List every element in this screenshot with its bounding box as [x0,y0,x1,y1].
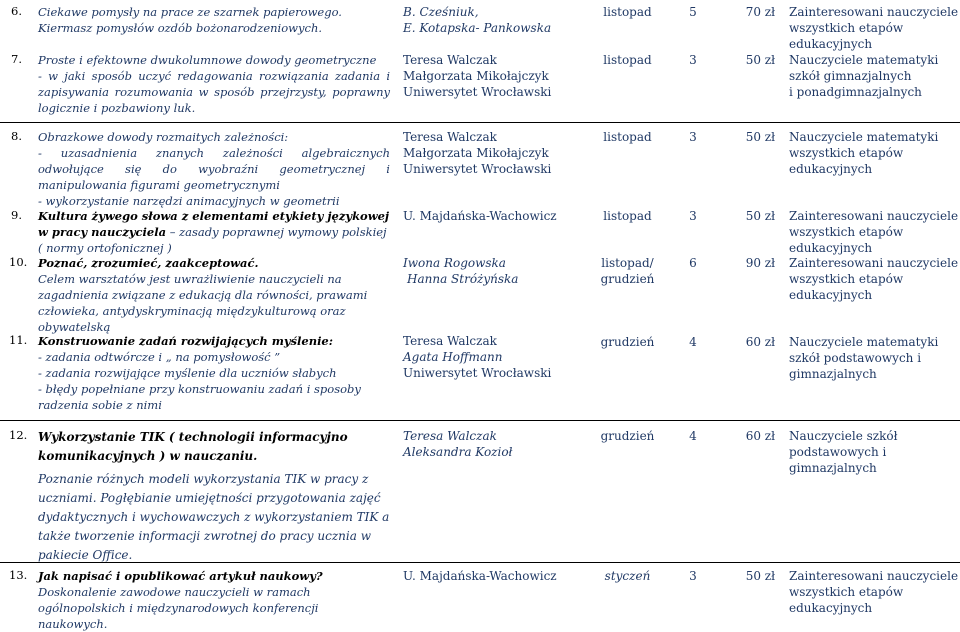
row-number: 9. [11,208,22,222]
course-title: Ciekawe pomysły na prace ze szarnek papierowego. [38,5,342,19]
target-line: edukacyjnych [789,601,873,615]
course-authors [403,52,588,100]
target-line: edukacyjnych [789,241,873,255]
row-divider [0,562,960,563]
row-number: 13. [9,568,28,582]
course-description [38,255,390,335]
author: Małgorzata Mikołajczyk [403,146,549,160]
author: Uniwersytet Wrocławski [403,162,552,176]
author: Uniwersytet Wrocławski [403,85,552,99]
author: Teresa Walczak [403,334,497,348]
course-title: Poznać, zrozumieć, zaakceptować. [38,256,259,270]
author: Teresa Walczak [403,429,497,443]
month-text: grudzień [600,272,655,286]
course-target [789,52,959,100]
target-line: Nauczyciele matematyki [789,53,939,67]
row-divider [0,420,960,421]
course-description [38,333,390,413]
course-description [38,4,390,36]
target-line: i ponadgimnazjalnych [789,85,922,99]
author: Małgorzata Mikołajczyk [403,69,549,83]
course-month [585,334,670,350]
course-price: 70 zł [745,5,775,19]
course-detail: - w jaki sposób uczyć redagowania rozwiązania zadania i zapisywania rozumowania w sposób przejrzysty, poprawny logicznie i pozbawiony luk. [38,69,390,115]
author: Aleksandra Kozioł [403,445,513,459]
table-row [0,255,960,334]
month-text: listopad [603,5,652,19]
target-line: edukacyjnych [789,288,873,302]
row-number: 6. [11,4,22,18]
course-description [38,129,390,209]
course-month [585,4,670,20]
course-month [585,568,670,584]
target-line: szkół gimnazjalnych [789,69,912,83]
course-authors [403,129,588,177]
author: E. Kotapska- Pankowska [403,21,552,35]
course-description [38,568,390,632]
course-title: Kultura żywego słowa z elementami etykiety językowej w pracy nauczyciela [38,209,390,239]
course-authors [403,568,588,584]
course-authors [403,4,588,36]
course-detail: Kiermasz pomysłów ozdób bożonarodzeniowych. [38,21,323,35]
course-title: Proste i efektowne dwukolumnowe dowody geometryczne [38,53,377,67]
month-text: listopad [603,209,652,223]
month-text: listopad [603,130,652,144]
target-line: wszystkich etapów [789,21,904,35]
course-month [585,255,670,287]
author: U. Majdańska-Wachowicz [403,209,557,223]
author: U. Majdańska-Wachowicz [403,569,557,583]
table-row [0,333,960,413]
course-month [585,428,670,444]
target-line: Nauczyciele szkół [789,429,898,443]
course-authors [403,208,588,224]
target-line: Zainteresowani nauczyciele [789,256,959,270]
course-hours: 3 [689,130,697,144]
course-detail: – zasady poprawnej wymowy polskiej ( normy ortofonicznej ) [38,225,387,255]
author: Teresa Walczak [403,53,497,67]
course-month [585,52,670,68]
author: Iwona Rogowska [403,256,506,270]
course-price: 90 zł [745,256,775,270]
target-line: Nauczyciele matematyki [789,130,939,144]
author: Hanna Stróżyńska [407,272,519,286]
course-title: Jak napisać i opublikować artykuł naukowy? [38,569,323,583]
table-row [0,568,960,631]
course-hours: 3 [689,569,697,583]
row-divider [0,122,960,123]
course-title: Wykorzystanie TIK ( technologii informacyjno komunikacyjnych ) w nauczaniu. [38,430,348,463]
course-detail: - wykorzystanie narzędzi animacyjnych w geometrii [38,194,340,208]
month-text: styczeń [604,569,651,583]
month-text: listopad/ [601,256,654,270]
target-line: wszystkich etapów [789,225,904,239]
row-number: 8. [11,129,22,143]
author: Uniwersytet Wrocławski [403,366,552,380]
course-hours: 3 [689,209,697,223]
row-number: 12. [9,428,28,442]
table-row [0,4,960,51]
target-line: Zainteresowani nauczyciele [789,209,959,223]
course-price: 50 zł [745,130,775,144]
table-row [0,129,960,209]
course-target [789,568,959,616]
month-text: listopad [603,53,652,67]
course-authors [403,333,588,381]
row-number: 10. [9,255,28,269]
course-price: 50 zł [745,53,775,67]
course-detail: - zadania rozwijające myślenie dla uczniów słabych [38,366,337,380]
course-detail: - uzasadnienia znanych zależności algebraicznych odwołujące się do wyobraźni geometrycznej i manipulowania figurami geometrycznymi [38,146,390,192]
course-target [789,334,959,382]
target-line: Zainteresowani nauczyciele [789,569,959,583]
month-text: grudzień [600,335,655,349]
course-authors [403,428,588,460]
target-line: wszystkich etapów [789,585,904,599]
target-line: gimnazjalnych [789,461,877,475]
month-text: grudzień [600,429,655,443]
course-target [789,255,959,303]
course-target [789,4,959,52]
course-detail: Doskonalenie zawodowe nauczycieli w ramach ogólnopolskich i międzynarodowych konferencji naukowych. [38,585,319,631]
course-description [38,52,390,116]
course-hours: 3 [689,53,697,67]
course-description [38,428,390,565]
target-line: wszystkich etapów [789,146,904,160]
course-month [585,208,670,224]
course-price: 50 zł [745,209,775,223]
course-title: Obrazkowe dowody rozmaitych zależności: [38,130,289,144]
course-detail: Celem warsztatów jest uwrażliwienie nauczycieli na zagadnienia związane z edukacją dla równości, prawami człowieka, antydyskryminacją międzykulturową oraz obywatelską [38,272,368,334]
course-detail: - błędy popełniane przy konstruowaniu zadań i sposoby radzenia sobie z nimi [38,382,361,412]
target-line: Zainteresowani nauczyciele [789,5,959,19]
table-row [0,52,960,116]
author: Agata Hoffmann [403,350,503,364]
target-line: podstawowych i [789,445,887,459]
target-line: edukacyjnych [789,162,873,176]
course-hours: 4 [689,429,697,443]
table-row [0,208,960,256]
course-hours: 4 [689,335,697,349]
course-target [789,208,959,256]
course-month [585,129,670,145]
course-price: 50 zł [745,569,775,583]
course-authors [403,255,588,287]
target-line: gimnazjalnych [789,367,877,381]
course-price: 60 zł [745,335,775,349]
author: Teresa Walczak [403,130,497,144]
course-hours: 5 [689,5,697,19]
target-line: edukacyjnych [789,37,873,51]
course-title: Konstruowanie zadań rozwijających myślenie: [38,334,333,348]
row-number: 11. [9,333,28,347]
table-row [0,428,960,562]
row-number: 7. [11,52,22,66]
course-detail: Poznanie różnych modeli wykorzystania TIK w pracy z uczniami. Pogłębianie umiejętności przygotowania zajęć dydaktycznych i wychowawczych z wykorzystaniem TIK a także tworzenie informacji zwrotnej do pracy ucznia w pakiecie Office. [38,472,390,562]
course-target [789,428,959,476]
course-description [38,208,390,256]
course-target [789,129,959,177]
target-line: wszystkich etapów [789,272,904,286]
course-price: 60 zł [745,429,775,443]
course-hours: 6 [689,256,697,270]
target-line: Nauczyciele matematyki [789,335,939,349]
author: B. Cześniuk, [403,5,479,19]
target-line: szkół podstawowych i [789,351,922,365]
course-detail: - zadania odtwórcze i „ na pomysłowość ” [38,350,281,364]
